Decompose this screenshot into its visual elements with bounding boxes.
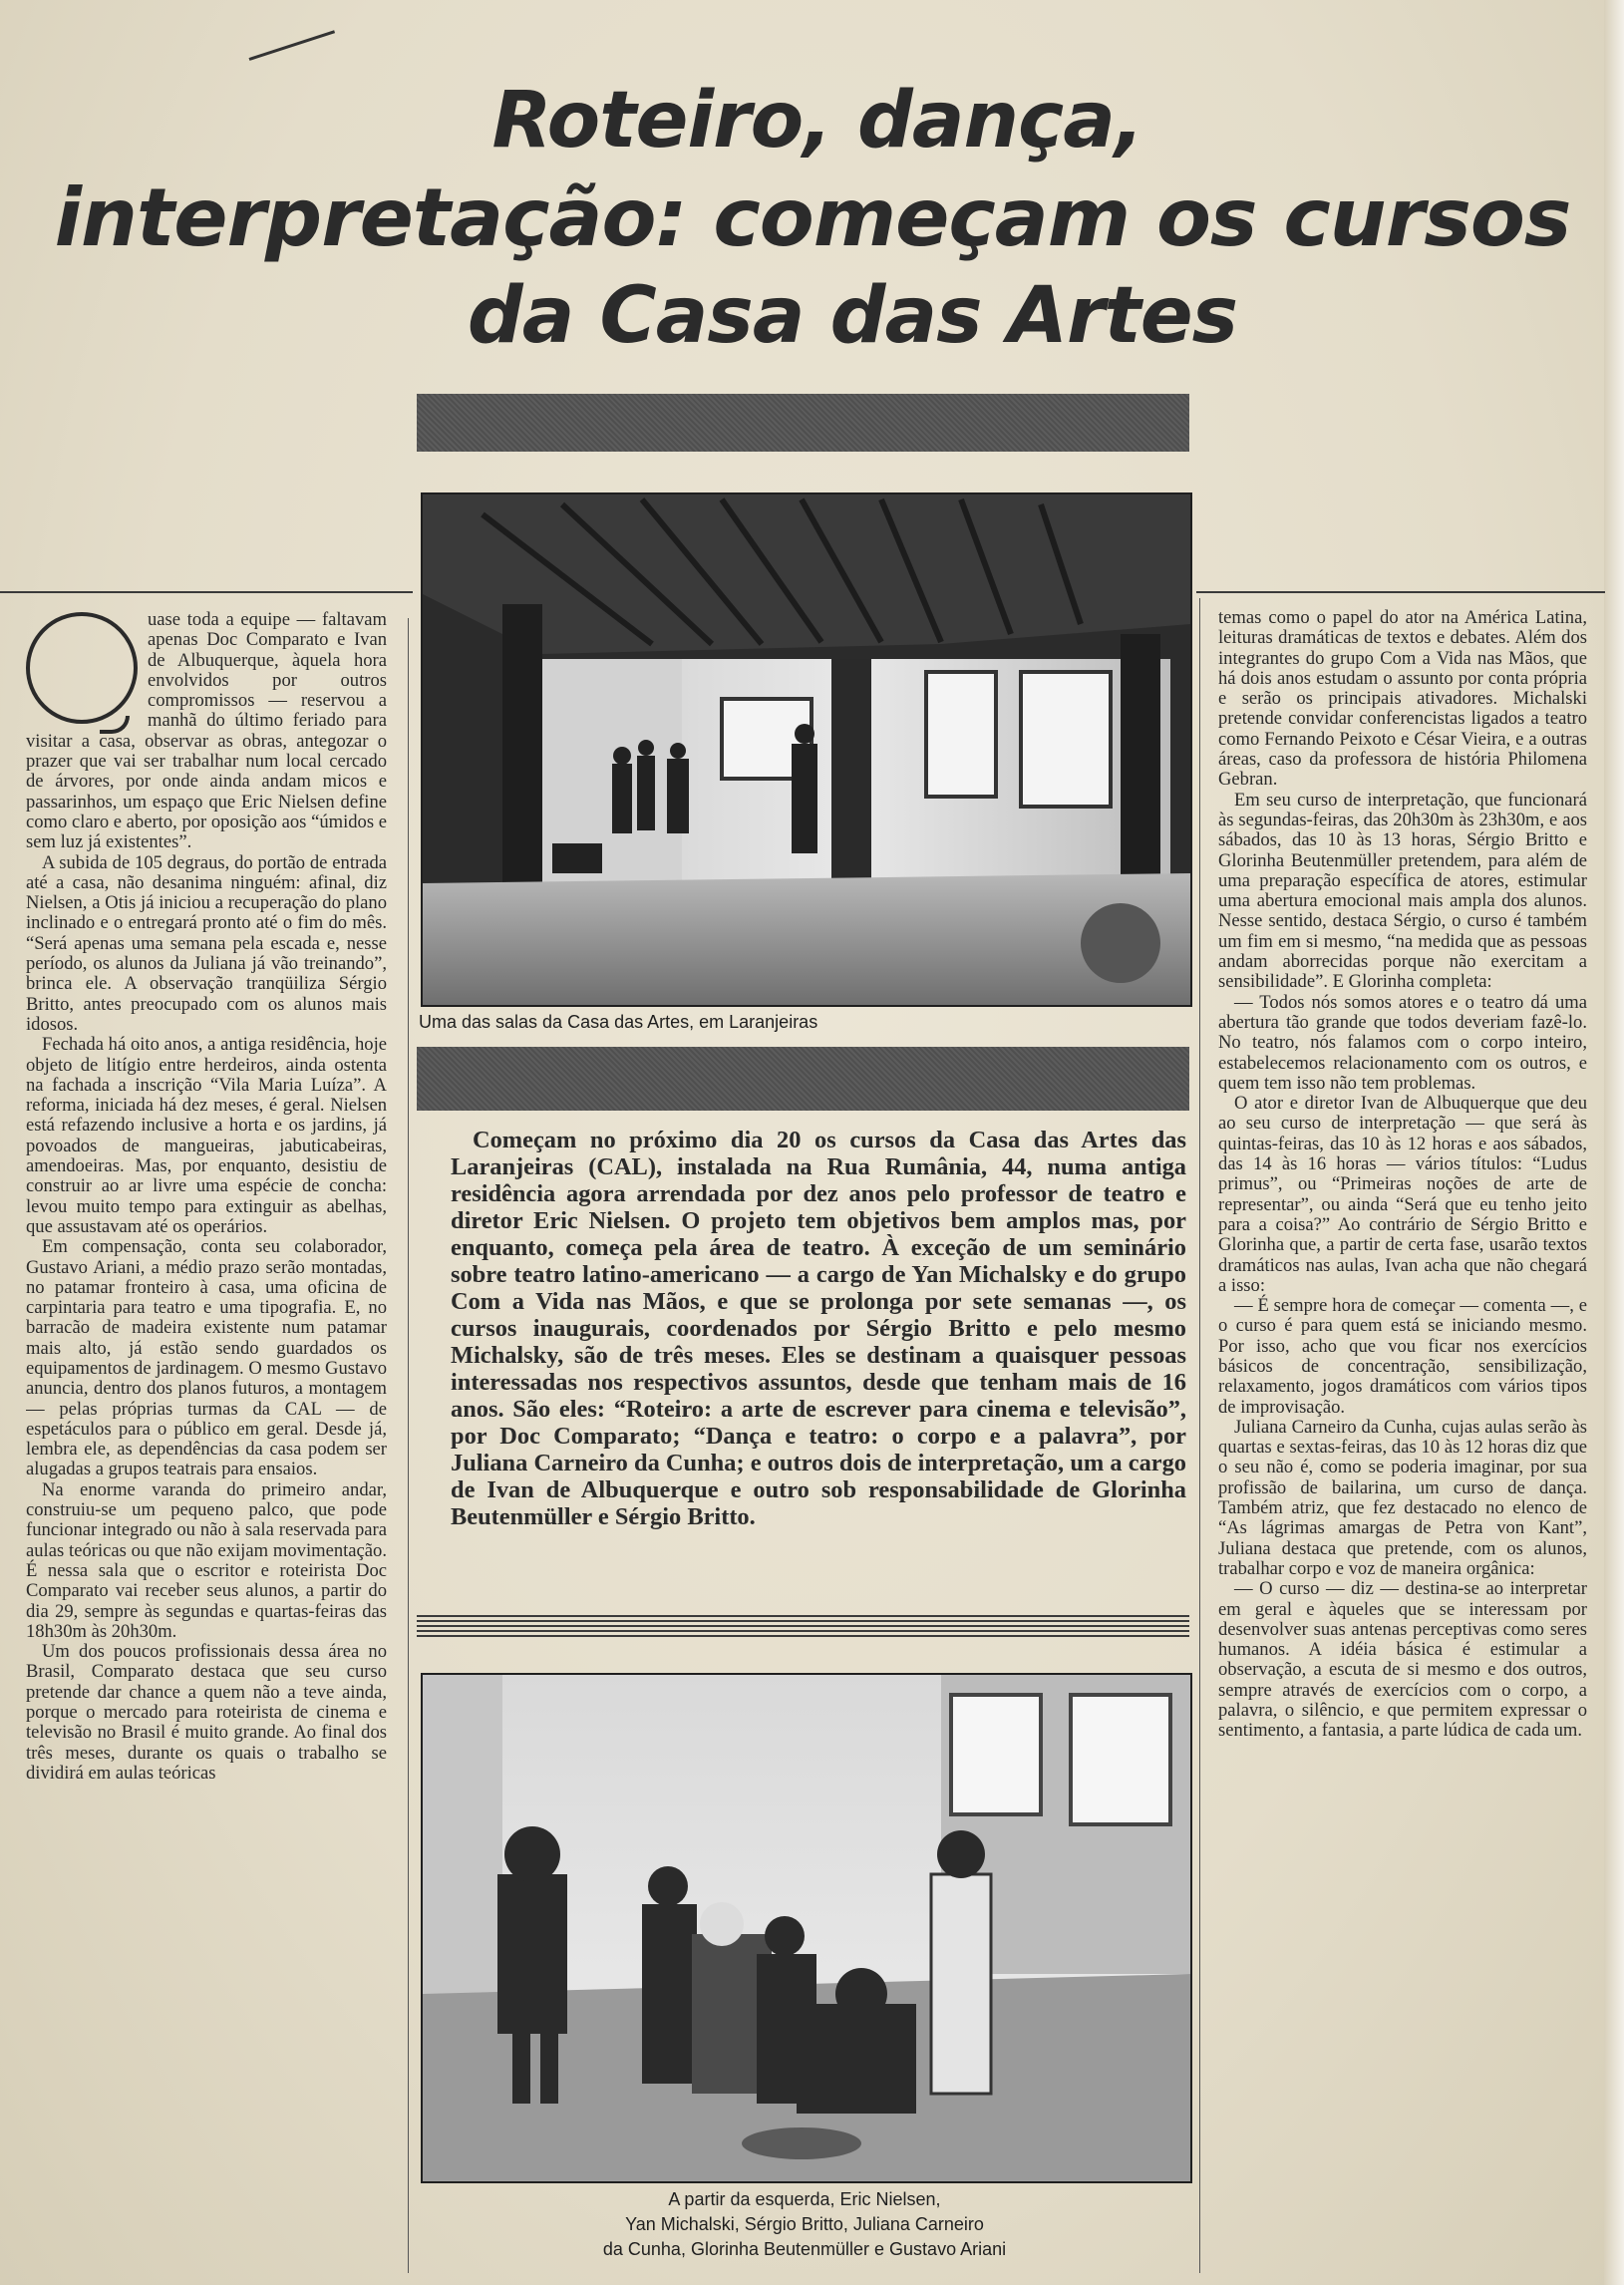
photo-group-caption: [421, 2187, 1188, 2262]
photo-room-caption: Uma das salas da Casa das Artes, em Laranjeiras: [419, 1012, 818, 1032]
left-paragraph-1-text: uase toda a equipe — faltavam apenas Doc Comparato e Ivan de Albuquerque, àquela hora envolvidos por outros compromissos — reservou a manhã do último feriado para visitar a casa, observar as obras, antegozar o prazer que vai ser trabalhar num local cercado de árvores, por onde ainda andam micos e passarinhos, um espaço que Eric Nielsen define como claro e aberto, por oposição aos “úmidos e sem luz já existentes”.: [26, 610, 387, 853]
photo-group: [421, 1673, 1192, 2183]
right-paragraph-6: Juliana Carneiro da Cunha, cujas aulas serão às quartas e sextas-feiras, das 10 às 12 horas diz que o seu não é, como se poderia imaginar, por sua profissão de bailarina, um curso de dança. Também atriz, que fez destacado no elenco de “As lágrimas amargas de Petra von Kant”, Juliana destaca que pretende, com os alunos, trabalhar corpo e voz de maneira orgânica:: [1218, 1416, 1587, 1579]
pencil-mark: [249, 30, 336, 61]
right-paragraph-7: — O curso — diz — destina-se ao interpretar em geral e àqueles que se interessam por desenvolver suas antenas perceptivas como seres humanos. A idéia básica é estimular a observação, a escuta de si mesmo e dos outros, sempre através de exercícios com o corpo, a palavra, o silêncio, e que permitem expressar o sentimento, a fantasia, a parte lúdica de cada um.: [1218, 1578, 1587, 1742]
room-image: [423, 494, 1190, 1005]
dropcap-q: [26, 612, 138, 724]
right-paragraph-2: Em seu curso de interpretação, que funcionará às segundas-feiras, das 20h30m às 23h30m, e aos sábados, das 10 às 13 horas, Sérgio Britto e Glorinha Beutenmüller pretendem, para além de uma preparação específica de atores, estimular uma abertura emocional mais ampla dos alunos. Nesse sentido, destaca Sérgio, o curso é também um fim em si mesmo, “na medida que as pessoas andam aborrecidas porque não exercitam a sensibilidade”. E Glorinha completa:: [1218, 789, 1587, 993]
right-paragraph-1: temas como o papel do ator na América Latina, leituras dramáticas de textos e debates. Além dos integrantes do grupo Com a Vida nas Mãos, que há dois anos estudam o assunto por conta própria e serão os principais ativadores. Michalski pretende convidar conferencistas ligados a teatro como Fernando Peixoto e César Vieira, e a outras áreas, caso da professora de história Philomena Gebran.: [1218, 608, 1587, 791]
intro-bar: [417, 1047, 1189, 1111]
right-column: [1218, 608, 1587, 2278]
section-rule-left: [0, 591, 413, 593]
striped-separator: [417, 1615, 1189, 1637]
paper-edge: [1604, 0, 1624, 2285]
photo-group-caption-line-2: Yan Michalski, Sérgio Britto, Juliana Carneiro: [625, 2214, 984, 2234]
headline-line-1: Roteiro, dança,: [491, 76, 1143, 165]
right-paragraph-4: O ator e diretor Ivan de Albuquerque que deu ao seu curso de interpretação — que será às quintas-feiras, das 10 às 12 horas e aos sábados, das 14 às 16 horas — vários títulos: “Ludus primus”, ou “Primeiras noções de arte de representar”, ou ainda “Será que eu tenho jeito para a coisa?” Ao contrário de Sérgio Britto e Glorinha que, a partir de certa fase, usarão textos dramáticos nas aulas, Ivan acha que não chegará a isso:: [1218, 1093, 1587, 1296]
column-rule-right: [1199, 598, 1200, 2273]
left-paragraph-1: [26, 610, 387, 853]
headline-bar: [417, 394, 1189, 452]
group-image: [423, 1675, 1190, 2181]
headline: [40, 72, 1585, 365]
left-paragraph-5: Na enorme varanda do primeiro andar, construiu-se um pequeno palco, que pode funcionar integrado ou não à sala reservada para aulas teóricas ou que não exijam movimentação. É nessa sala que o escritor e roteirista Doc Comparato vai receber seus alunos, a partir do dia 29, sempre às segundas e quartas-feiras das 18h30m às 20h30m.: [26, 1478, 387, 1642]
left-column: [26, 610, 387, 2280]
intro-paragraph: [451, 1127, 1186, 1530]
headline-line-2: interpretação: começam os cursos: [54, 171, 1571, 264]
right-paragraph-5: — É sempre hora de começar — comenta —, e o curso é para quem está se iniciando mesmo. Por isso, acho que vou ficar nos exercícios básicos de concentração, sensibilização, relaxamento, jogos dramáticos com vários tipos de improvisação.: [1218, 1295, 1587, 1418]
column-rule-left: [408, 618, 409, 2273]
headline-line-3: da Casa das Artes: [467, 271, 1238, 361]
photo-group-caption-line-3: da Cunha, Glorinha Beutenmüller e Gustavo Ariani: [602, 2239, 1007, 2259]
intro-text: Começam no próximo dia 20 os cursos da Casa das Artes das Laranjeiras (CAL), instalada na Rua Rumânia, 44, numa antiga residência agora arrendada por dez anos pelo professor de teatro e diretor Eric Nielsen. O projeto tem objetivos bem amplos mas, por enquanto, começa pela área de teatro. À exceção de um seminário sobre teatro latino-americano — a cargo de Yan Michalsky e do grupo Com a Vida nas Mãos, e que se prolonga por sete semanas —, os cursos inaugurais, coordenados por Sérgio Britto e pelo mesmo Michalsky, são de três meses. Eles se destinam a quaisquer pessoas interessadas nos respectivos assuntos, desde que tenham mais de 16 anos. São eles: “Roteiro: a arte de escrever para cinema e televisão”, por Doc Comparato; “Dança e teatro: o corpo e a palavra”, por Juliana Carneiro da Cunha; e outros dois de interpretação, um a cargo de Ivan de Albuquerque e outro sob responsabilidade de Glorinha Beutenmüller e Sérgio Britto.: [451, 1127, 1186, 1530]
left-paragraph-2: A subida de 105 degraus, do portão de entrada até a casa, não desanima ninguém: afinal, diz Nielsen, a Otis já iniciou a recuperação do plano inclinado e o entregará pronto até o fim do mês. “Será apenas uma semana pela escada e, nesse período, os alunos da Juliana já vão treinando”, brinca ele. A observação tranqüiliza Sérgio Britto, antes preocupado com os alunos mais idosos.: [26, 851, 387, 1035]
section-rule-right: [1196, 591, 1605, 593]
left-paragraph-6: Um dos poucos profissionais dessa área no Brasil, Comparato destaca que seu curso pretende dar chance a quem não a teve ainda, porque o mercado para roteirista de cinema e televisão no Brasil é muito grande. Ao final dos três meses, durante os quais o trabalho se dividirá em aulas teóricas: [26, 1641, 387, 1784]
left-paragraph-4: Em compensação, conta seu colaborador, Gustavo Ariani, a médio prazo serão montadas, no patamar fronteiro à casa, uma oficina de carpintaria para teatro e uma tipografia. E, no barracão de madeira existente num patamar mais alto, já estão sendo guardados os equipamentos de jardinagem. O mesmo Gustavo anuncia, dentro dos planos futuros, a montagem — pelas próprias turmas da CAL — de espetáculos para o público em geral. Desde já, lembra ele, as dependências da casa podem ser alugadas a grupos teatrais para ensaios.: [26, 1236, 387, 1480]
photo-group-caption-line-1: A partir da esquerda, Eric Nielsen,: [668, 2189, 941, 2209]
left-paragraph-3: Fechada há oito anos, a antiga residência, hoje objeto de litígio entre herdeiros, ainda ostenta na fachada a inscrição “Vila Maria Luíza”. A reforma, iniciada há dez meses, é geral. Nielsen está refazendo inclusive a horta e os jardins, já povoados de mangueiras, jabuticabeiras, amendoeiras. Mas, por enquanto, desistiu de construir ao ar livre uma espécie de concha: levou muito tempo para extinguir as abelhas, que assustavam até os operários.: [26, 1034, 387, 1237]
photo-room: [421, 492, 1192, 1007]
right-paragraph-3: — Todos nós somos atores e o teatro dá uma abertura tão grande que todos deveriam fazê-lo. No teatro, nós falamos com o corpo inteiro, estabelecemos relacionamento com os outros, e quem tem isso não tem problemas.: [1218, 991, 1587, 1094]
